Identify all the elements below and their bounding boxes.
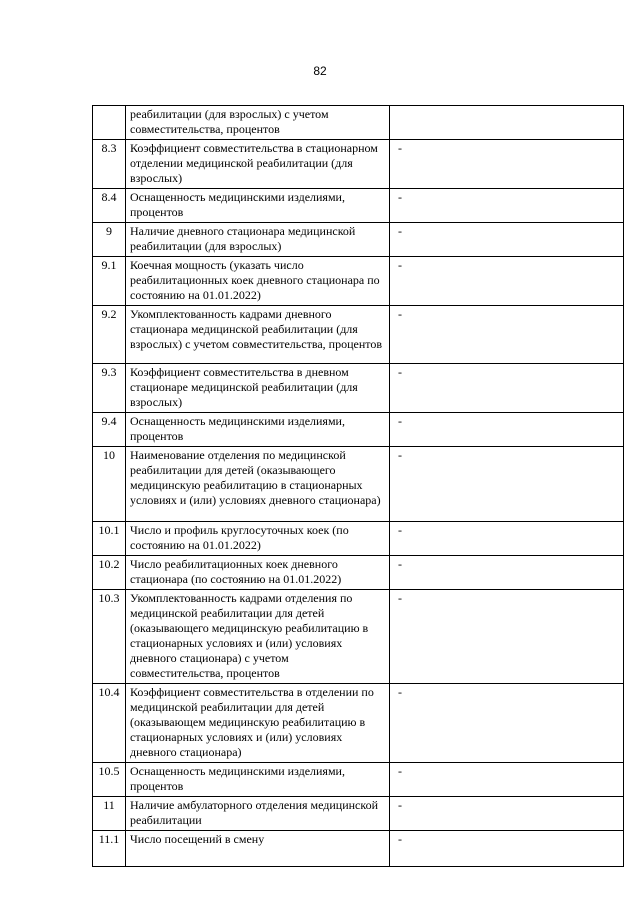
row-value: - (390, 257, 624, 306)
row-value: - (390, 797, 624, 831)
page-number: 82 (313, 64, 327, 78)
table-row (93, 797, 624, 831)
row-name: Число реабилитационных коек дневного стационара (по состоянию на 01.01.2022) (126, 556, 390, 590)
row-number: 9 (93, 223, 126, 257)
row-name: Наличие амбулаторного отделения медицинской реабилитации (126, 797, 390, 831)
table-row (93, 447, 624, 522)
row-value: - (390, 522, 624, 556)
row-name: Коэффициент совместительства в отделении по медицинской реабилитации для детей (оказывающем медицинскую реабилитацию в стационарных условиях и (или) условиях дневного стационара) (126, 684, 390, 763)
table-body (93, 106, 624, 867)
table-row (93, 831, 624, 867)
row-number: 11 (93, 797, 126, 831)
table-row (93, 189, 624, 223)
table-row (93, 364, 624, 413)
row-number: 8.4 (93, 189, 126, 223)
row-value: - (390, 223, 624, 257)
table-row (93, 590, 624, 684)
row-name: Коэффициент совместительства в дневном стационаре медицинской реабилитации (для взрослых) (126, 364, 390, 413)
row-number: 9.3 (93, 364, 126, 413)
table-row (93, 223, 624, 257)
table-row (93, 306, 624, 364)
table-row (93, 556, 624, 590)
row-name: Наименование отделения по медицинской реабилитации для детей (оказывающего медицинскую реабилитацию в стационарных условиях и (или) условиях дневного стационара) (126, 447, 390, 522)
table-row (93, 106, 624, 140)
table-row (93, 522, 624, 556)
row-name: Оснащенность медицинскими изделиями, процентов (126, 413, 390, 447)
row-value: - (390, 306, 624, 364)
row-number: 10.2 (93, 556, 126, 590)
row-value: - (390, 831, 624, 867)
row-number: 9.4 (93, 413, 126, 447)
row-value: - (390, 556, 624, 590)
row-value: - (390, 590, 624, 684)
table-row (93, 140, 624, 189)
row-number: 10.3 (93, 590, 126, 684)
row-value: - (390, 763, 624, 797)
row-name: Укомплектованность кадрами дневного стационара медицинской реабилитации (для взрослых) с учетом совместительства, процентов (126, 306, 390, 364)
row-number: 10.5 (93, 763, 126, 797)
row-number: 10 (93, 447, 126, 522)
row-number: 11.1 (93, 831, 126, 867)
row-value: - (390, 413, 624, 447)
row-value: - (390, 189, 624, 223)
row-value (390, 106, 624, 140)
row-number (93, 106, 126, 140)
row-name: Число посещений в смену (126, 831, 390, 867)
row-name: Коечная мощность (указать число реабилитационных коек дневного стационара по состоянию на 01.01.2022) (126, 257, 390, 306)
row-number: 9.2 (93, 306, 126, 364)
row-name: Укомплектованность кадрами отделения по медицинской реабилитации для детей (оказывающего медицинскую реабилитацию в стационарных условиях и (или) условиях дневного стационара) с учетом совместительства, процентов (126, 590, 390, 684)
table-row (93, 684, 624, 763)
row-number: 8.3 (93, 140, 126, 189)
indicators-table (92, 105, 624, 867)
row-name: реабилитации (для взрослых) с учетом совместительства, процентов (126, 106, 390, 140)
row-number: 9.1 (93, 257, 126, 306)
row-value: - (390, 684, 624, 763)
row-name: Коэффициент совместительства в стационарном отделении медицинской реабилитации (для взрослых) (126, 140, 390, 189)
table-row (93, 763, 624, 797)
row-value: - (390, 140, 624, 189)
row-value: - (390, 447, 624, 522)
row-name: Оснащенность медицинскими изделиями, процентов (126, 189, 390, 223)
row-name: Число и профиль круглосуточных коек (по состоянию на 01.01.2022) (126, 522, 390, 556)
table-row (93, 413, 624, 447)
row-name: Оснащенность медицинскими изделиями, процентов (126, 763, 390, 797)
row-number: 10.1 (93, 522, 126, 556)
row-value: - (390, 364, 624, 413)
row-number: 10.4 (93, 684, 126, 763)
table-row (93, 257, 624, 306)
row-name: Наличие дневного стационара медицинской реабилитации (для взрослых) (126, 223, 390, 257)
